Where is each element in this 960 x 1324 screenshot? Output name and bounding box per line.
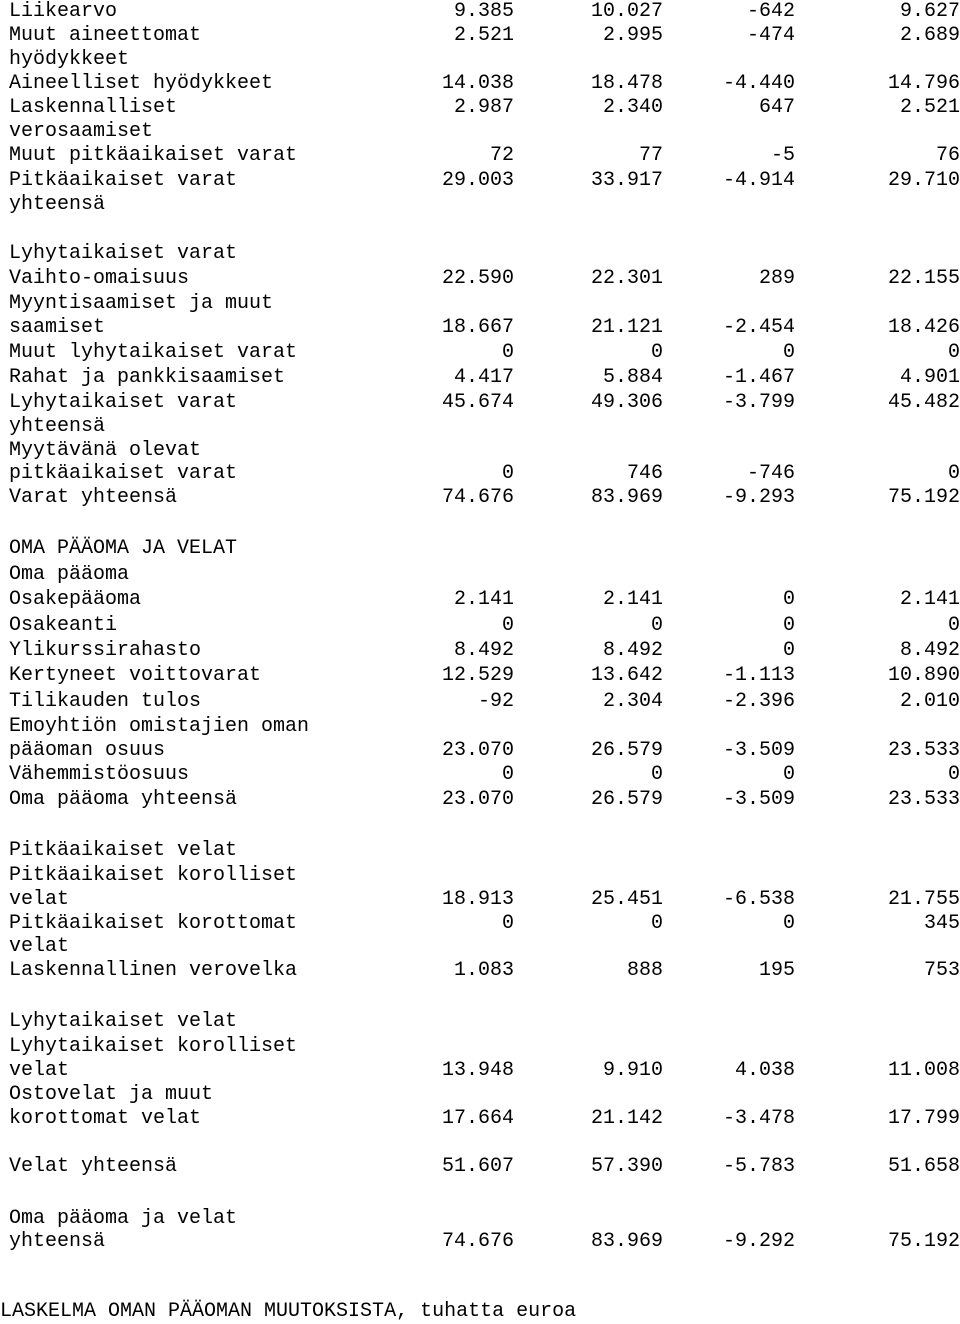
value-cell: 22.590: [441, 267, 514, 290]
table-row: [0, 366, 960, 390]
row-label: Kertyneet voittovarat: [9, 664, 262, 687]
table-row: [0, 839, 960, 863]
row-label: Liikearvo: [9, 0, 118, 23]
value-cell: 51.607: [441, 1155, 514, 1178]
table-row: [0, 316, 960, 340]
table-row: [0, 72, 960, 96]
row-label: Oma pääoma yhteensä: [9, 788, 238, 811]
value-cell: -9.293: [722, 486, 795, 509]
table-row: [0, 1107, 960, 1131]
row-label: korottomat velat: [9, 1107, 202, 1130]
value-cell: 8.492: [602, 639, 663, 662]
value-cell: -2.454: [722, 316, 795, 339]
value-cell: 74.676: [441, 486, 514, 509]
table-row: [0, 120, 960, 144]
value-cell: 2.521: [453, 24, 514, 47]
value-cell: 9.627: [899, 0, 960, 23]
value-cell: 4.038: [734, 1059, 795, 1082]
value-cell: 5.884: [602, 366, 663, 389]
value-cell: 23.533: [887, 739, 960, 762]
value-cell: 11.008: [887, 1059, 960, 1082]
value-cell: 29.710: [887, 169, 960, 192]
row-label: Muut lyhytaikaiset varat: [9, 341, 298, 364]
value-cell: 0: [501, 341, 514, 364]
value-cell: 51.658: [887, 1155, 960, 1178]
table-row: [0, 614, 960, 638]
value-cell: 2.304: [602, 690, 663, 713]
row-label: Muut aineettomat: [9, 24, 202, 47]
table-row: [0, 1207, 960, 1231]
table-row: [0, 0, 960, 24]
row-label: Pitkäaikaiset korottomat: [9, 912, 298, 935]
value-cell: 22.155: [887, 267, 960, 290]
table-row: [0, 267, 960, 291]
value-cell: 0: [782, 639, 795, 662]
value-cell: -4.914: [722, 169, 795, 192]
value-cell: 72: [489, 144, 514, 167]
row-label: Osakeanti: [9, 614, 118, 637]
value-cell: 14.796: [887, 72, 960, 95]
value-cell: 25.451: [590, 888, 663, 911]
value-cell: 57.390: [590, 1155, 663, 1178]
row-label: Myytävänä olevat: [9, 439, 202, 462]
value-cell: 2.141: [453, 588, 514, 611]
row-label: OMA PÄÄOMA JA VELAT: [9, 537, 238, 560]
value-cell: 10.890: [887, 664, 960, 687]
row-label: verosaamiset: [9, 120, 154, 143]
value-cell: 23.070: [441, 739, 514, 762]
value-cell: 74.676: [441, 1230, 514, 1253]
row-label: Vaihto-omaisuus: [9, 267, 190, 290]
row-label: Laskennallinen verovelka: [9, 959, 298, 982]
value-cell: 0: [650, 341, 663, 364]
row-label: Ylikurssirahasto: [9, 639, 202, 662]
value-cell: 45.482: [887, 391, 960, 414]
value-cell: 18.426: [887, 316, 960, 339]
row-label: Tilikauden tulos: [9, 690, 202, 713]
value-cell: 21.755: [887, 888, 960, 911]
value-cell: 8.492: [899, 639, 960, 662]
value-cell: 0: [947, 614, 960, 637]
value-cell: 18.667: [441, 316, 514, 339]
row-label: Vähemmistöosuus: [9, 763, 190, 786]
value-cell: 289: [758, 267, 795, 290]
value-cell: -5: [770, 144, 795, 167]
row-label: Aineelliset hyödykkeet: [9, 72, 274, 95]
table-row: [0, 639, 960, 663]
value-cell: 29.003: [441, 169, 514, 192]
table-row: [0, 193, 960, 217]
value-cell: 2.521: [899, 96, 960, 119]
table-row: [0, 242, 960, 266]
value-cell: 45.674: [441, 391, 514, 414]
value-cell: -5.783: [722, 1155, 795, 1178]
value-cell: 17.664: [441, 1107, 514, 1130]
value-cell: 0: [650, 763, 663, 786]
value-cell: 0: [947, 763, 960, 786]
row-label: Rahat ja pankkisaamiset: [9, 366, 286, 389]
table-row: [0, 588, 960, 612]
row-label: Oma pääoma: [9, 563, 130, 586]
value-cell: 75.192: [887, 1230, 960, 1253]
row-label: Varat yhteensä: [9, 486, 178, 509]
row-label: yhteensä: [9, 1230, 106, 1253]
value-cell: 0: [782, 763, 795, 786]
table-row: [0, 763, 960, 787]
value-cell: 0: [782, 341, 795, 364]
row-label: Osakepääoma: [9, 588, 142, 611]
value-cell: 12.529: [441, 664, 514, 687]
value-cell: 49.306: [590, 391, 663, 414]
table-row: [0, 292, 960, 316]
row-label: Pitkäaikaiset velat: [9, 839, 238, 862]
table-row: [0, 537, 960, 561]
value-cell: -6.538: [722, 888, 795, 911]
value-cell: 888: [626, 959, 663, 982]
table-row: [0, 144, 960, 168]
value-cell: 0: [947, 341, 960, 364]
value-cell: -3.509: [722, 739, 795, 762]
value-cell: 2.141: [602, 588, 663, 611]
value-cell: 0: [782, 912, 795, 935]
table-row: [0, 462, 960, 486]
table-row: [0, 1155, 960, 1179]
row-label: yhteensä: [9, 415, 106, 438]
value-cell: 33.917: [590, 169, 663, 192]
value-cell: -3.509: [722, 788, 795, 811]
value-cell: 13.642: [590, 664, 663, 687]
value-cell: -3.478: [722, 1107, 795, 1130]
value-cell: 0: [782, 614, 795, 637]
value-cell: 13.948: [441, 1059, 514, 1082]
value-cell: 0: [650, 912, 663, 935]
value-cell: 23.070: [441, 788, 514, 811]
value-cell: -1.113: [722, 664, 795, 687]
table-row: [0, 664, 960, 688]
value-cell: -3.799: [722, 391, 795, 414]
value-cell: -642: [746, 0, 795, 23]
row-label: Lyhytaikaiset varat: [9, 242, 238, 265]
table-row: [0, 912, 960, 936]
value-cell: 0: [782, 588, 795, 611]
value-cell: -746: [746, 462, 795, 485]
value-cell: 26.579: [590, 739, 663, 762]
row-label: saamiset: [9, 316, 106, 339]
value-cell: 83.969: [590, 1230, 663, 1253]
value-cell: 647: [758, 96, 795, 119]
row-label: Pitkäaikaiset varat: [9, 169, 238, 192]
value-cell: 2.141: [899, 588, 960, 611]
value-cell: -1.467: [722, 366, 795, 389]
row-label: Lyhytaikaiset korolliset: [9, 1035, 298, 1058]
value-cell: 4.417: [453, 366, 514, 389]
table-row: [0, 739, 960, 763]
table-row: [0, 48, 960, 72]
value-cell: 26.579: [590, 788, 663, 811]
table-row: [0, 1059, 960, 1083]
row-label: Velat yhteensä: [9, 1155, 178, 1178]
table-row: [0, 864, 960, 888]
row-label: pääoman osuus: [9, 739, 166, 762]
table-row: [0, 1035, 960, 1059]
value-cell: 0: [501, 912, 514, 935]
value-cell: -2.396: [722, 690, 795, 713]
value-cell: 0: [650, 614, 663, 637]
row-label: Myyntisaamiset ja muut: [9, 292, 274, 315]
table-row: [0, 96, 960, 120]
value-cell: 2.689: [899, 24, 960, 47]
row-label: Laskennalliset: [9, 96, 178, 119]
value-cell: 2.995: [602, 24, 663, 47]
value-cell: 21.142: [590, 1107, 663, 1130]
row-label: yhteensä: [9, 193, 106, 216]
table-row: [0, 169, 960, 193]
value-cell: 17.799: [887, 1107, 960, 1130]
value-cell: 10.027: [590, 0, 663, 23]
value-cell: -92: [477, 690, 514, 713]
value-cell: -9.292: [722, 1230, 795, 1253]
row-label: Lyhytaikaiset varat: [9, 391, 238, 414]
table-row: [0, 341, 960, 365]
value-cell: 22.301: [590, 267, 663, 290]
value-cell: 195: [758, 959, 795, 982]
value-cell: 18.913: [441, 888, 514, 911]
table-row: [0, 439, 960, 463]
value-cell: 77: [638, 144, 663, 167]
value-cell: 14.038: [441, 72, 514, 95]
table-row: [0, 788, 960, 812]
value-cell: 0: [501, 462, 514, 485]
value-cell: 2.340: [602, 96, 663, 119]
table-row: [0, 959, 960, 983]
table-row: [0, 1010, 960, 1034]
row-label: hyödykkeet: [9, 48, 130, 71]
value-cell: -4.440: [722, 72, 795, 95]
row-label: Oma pääoma ja velat: [9, 1207, 238, 1230]
value-cell: 1.083: [453, 959, 514, 982]
value-cell: 8.492: [453, 639, 514, 662]
row-label: Muut pitkäaikaiset varat: [9, 144, 298, 167]
value-cell: 0: [501, 614, 514, 637]
value-cell: 21.121: [590, 316, 663, 339]
value-cell: 9.385: [453, 0, 514, 23]
table-row: [0, 1230, 960, 1254]
value-cell: 753: [923, 959, 960, 982]
value-cell: 75.192: [887, 486, 960, 509]
value-cell: -474: [746, 24, 795, 47]
table-row: [0, 391, 960, 415]
value-cell: 4.901: [899, 366, 960, 389]
row-label: Ostovelat ja muut: [9, 1083, 214, 1106]
row-label: Pitkäaikaiset korolliset: [9, 864, 298, 887]
value-cell: 2.010: [899, 690, 960, 713]
value-cell: 83.969: [590, 486, 663, 509]
value-cell: 23.533: [887, 788, 960, 811]
table-row: [0, 935, 960, 959]
value-cell: 0: [947, 462, 960, 485]
table-row: [0, 24, 960, 48]
row-label: pitkäaikaiset varat: [9, 462, 238, 485]
row-label: velat: [9, 935, 70, 958]
row-label: Lyhytaikaiset velat: [9, 1010, 238, 1033]
row-label: velat: [9, 888, 70, 911]
value-cell: 76: [935, 144, 960, 167]
table-row: [0, 715, 960, 739]
section-heading-equity-changes: LASKELMA OMAN PÄÄOMAN MUUTOKSISTA, tuhatta euroa: [0, 1300, 577, 1323]
table-row: [0, 415, 960, 439]
value-cell: 9.910: [602, 1059, 663, 1082]
value-cell: 2.987: [453, 96, 514, 119]
value-cell: 345: [923, 912, 960, 935]
row-label: Emoyhtiön omistajien oman: [9, 715, 310, 738]
row-label: velat: [9, 1059, 70, 1082]
value-cell: 0: [501, 763, 514, 786]
table-row: [0, 690, 960, 714]
value-cell: 746: [626, 462, 663, 485]
table-row: [0, 1083, 960, 1107]
table-row: [0, 888, 960, 912]
table-row: [0, 563, 960, 587]
table-row: [0, 486, 960, 510]
value-cell: 18.478: [590, 72, 663, 95]
